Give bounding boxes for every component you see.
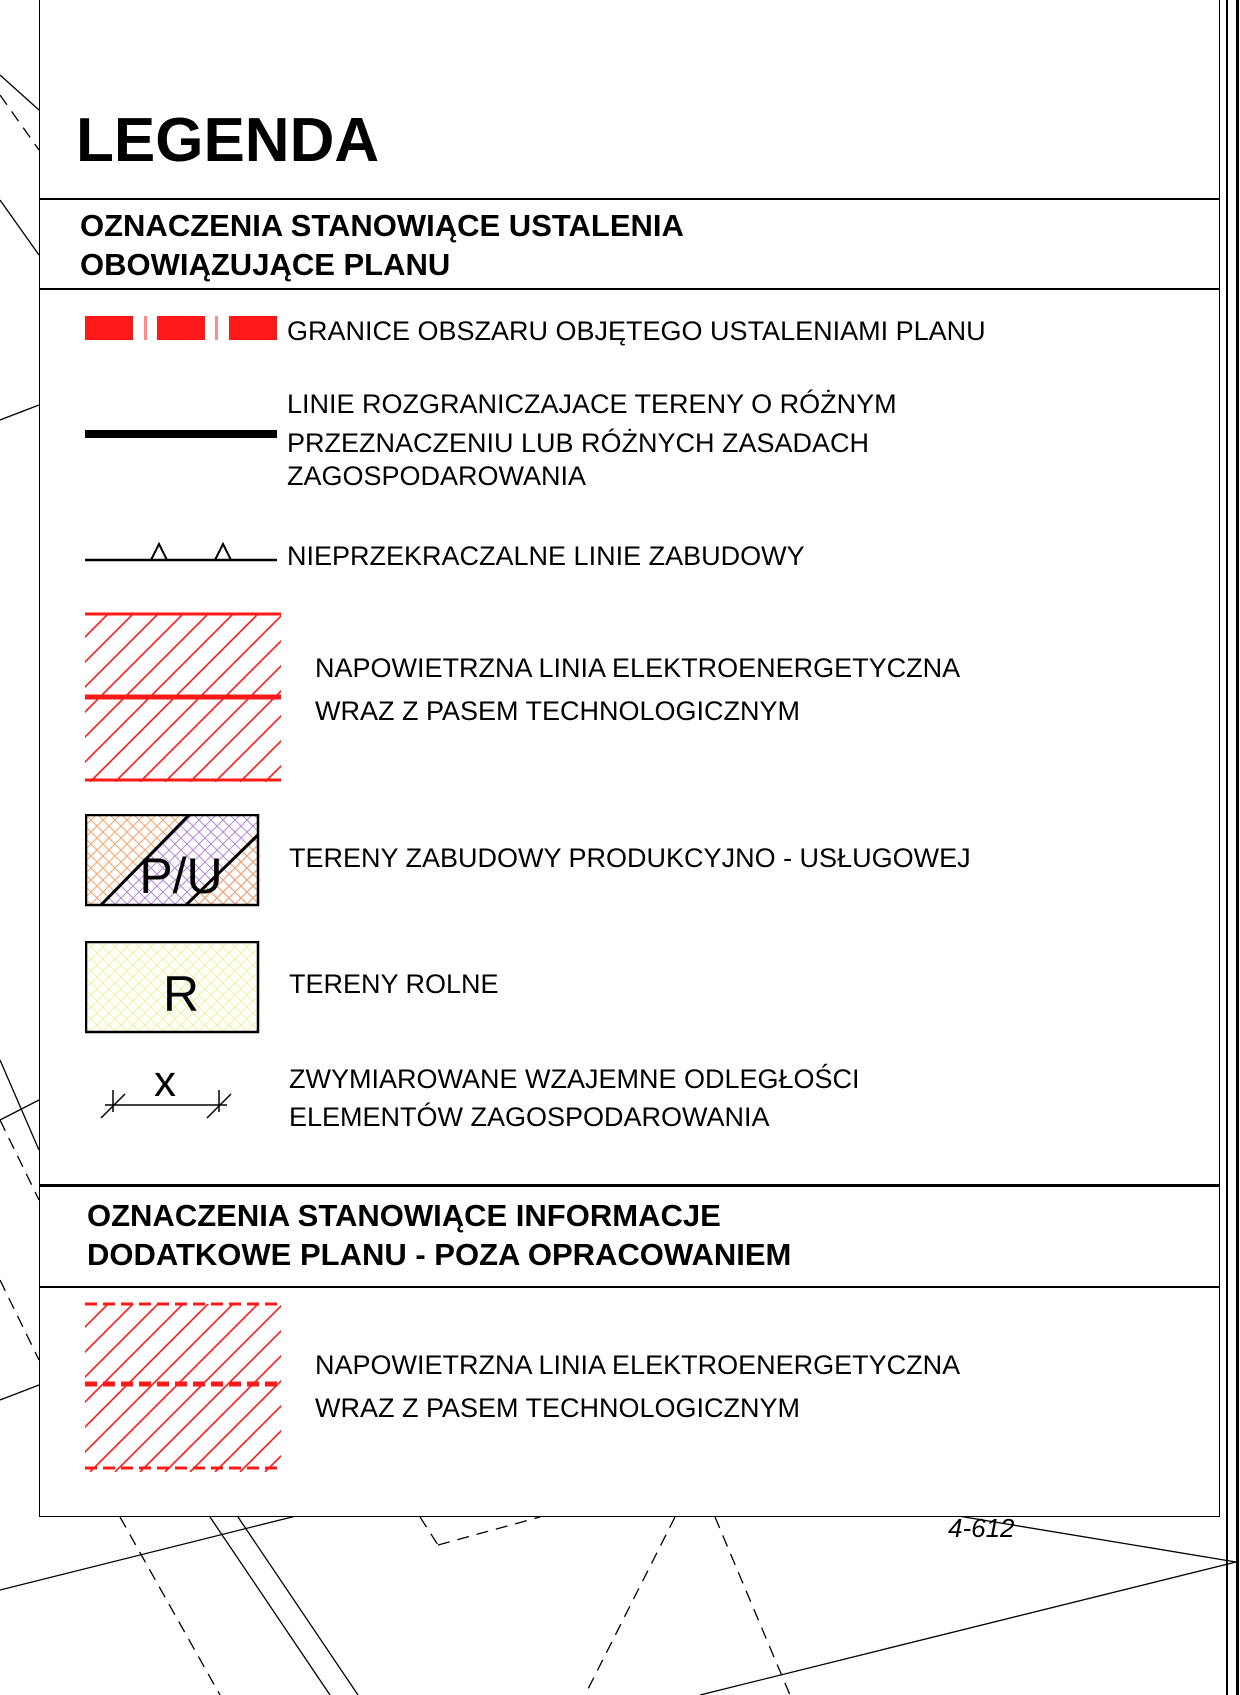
power-line-info-label-2: WRAZ Z PASEM TECHNOLOGICZNYM <box>315 1393 801 1423</box>
divider-thick <box>40 1184 1219 1187</box>
divider <box>40 1286 1219 1288</box>
dimension-label-2: ELEMENTÓW ZAGOSPODAROWANIA <box>289 1102 770 1132</box>
power-line-label-1: NAPOWIETRZNA LINIA ELEKTROENERGETYCZNA <box>315 653 961 683</box>
dividing-line-symbol <box>85 430 285 440</box>
building-line-label: NIEPRZEKRACZALNE LINIE ZABUDOWY <box>287 541 805 571</box>
section2-heading-line2: DODATKOWE PLANU - POZA OPRACOWANIEM <box>87 1237 792 1272</box>
legend-panel <box>39 0 1220 1517</box>
section1-heading-line2: OBOWIĄZUJĄCE PLANU <box>80 247 451 282</box>
section2-heading-line1: OZNACZENIA STANOWIĄCE INFORMACJE <box>87 1198 721 1233</box>
frame-inner-right-line <box>1226 0 1228 1695</box>
building-line-symbol <box>85 538 285 568</box>
dimension-code: x <box>154 1060 176 1106</box>
power-line-zone-dashed-symbol <box>85 1300 285 1475</box>
frame-outer-right-line <box>1236 0 1239 1695</box>
section1-heading-line1: OZNACZENIA STANOWIĄCE USTALENIA <box>80 208 684 243</box>
zone-pu-symbol <box>85 814 265 910</box>
dividing-line-label-2: PRZEZNACZENIU LUB RÓŻNYCH ZASADACH <box>287 428 870 458</box>
power-line-zone-symbol <box>85 610 285 785</box>
legend-title: LEGENDA <box>76 106 380 175</box>
zone-r-symbol <box>85 941 265 1037</box>
power-line-label-2: WRAZ Z PASEM TECHNOLOGICZNYM <box>315 696 801 726</box>
sheet-number: 4-612 <box>948 1513 1015 1543</box>
power-line-info-label-1: NAPOWIETRZNA LINIA ELEKTROENERGETYCZNA <box>315 1350 961 1380</box>
zone-r-label: TERENY ROLNE <box>289 969 499 999</box>
divider <box>40 198 1219 200</box>
zone-r-code: R <box>162 966 200 1022</box>
plan-boundary-label: GRANICE OBSZARU OBJĘTEGO USTALENIAMI PLANU <box>287 316 986 346</box>
plan-boundary-symbol <box>85 316 285 342</box>
zone-pu-code: P/U <box>139 848 223 904</box>
dividing-line-label-1: LINIE ROZGRANICZAJACE TERENY O RÓŻNYM <box>287 389 897 419</box>
zone-pu-label: TERENY ZABUDOWY PRODUKCYJNO - USŁUGOWEJ <box>289 843 971 873</box>
dimension-symbol <box>95 1060 245 1120</box>
divider <box>40 288 1219 290</box>
dimension-label-1: ZWYMIAROWANE WZAJEMNE ODLEGŁOŚCI <box>289 1064 860 1094</box>
dividing-line-label-3: ZAGOSPODAROWANIA <box>287 461 587 491</box>
